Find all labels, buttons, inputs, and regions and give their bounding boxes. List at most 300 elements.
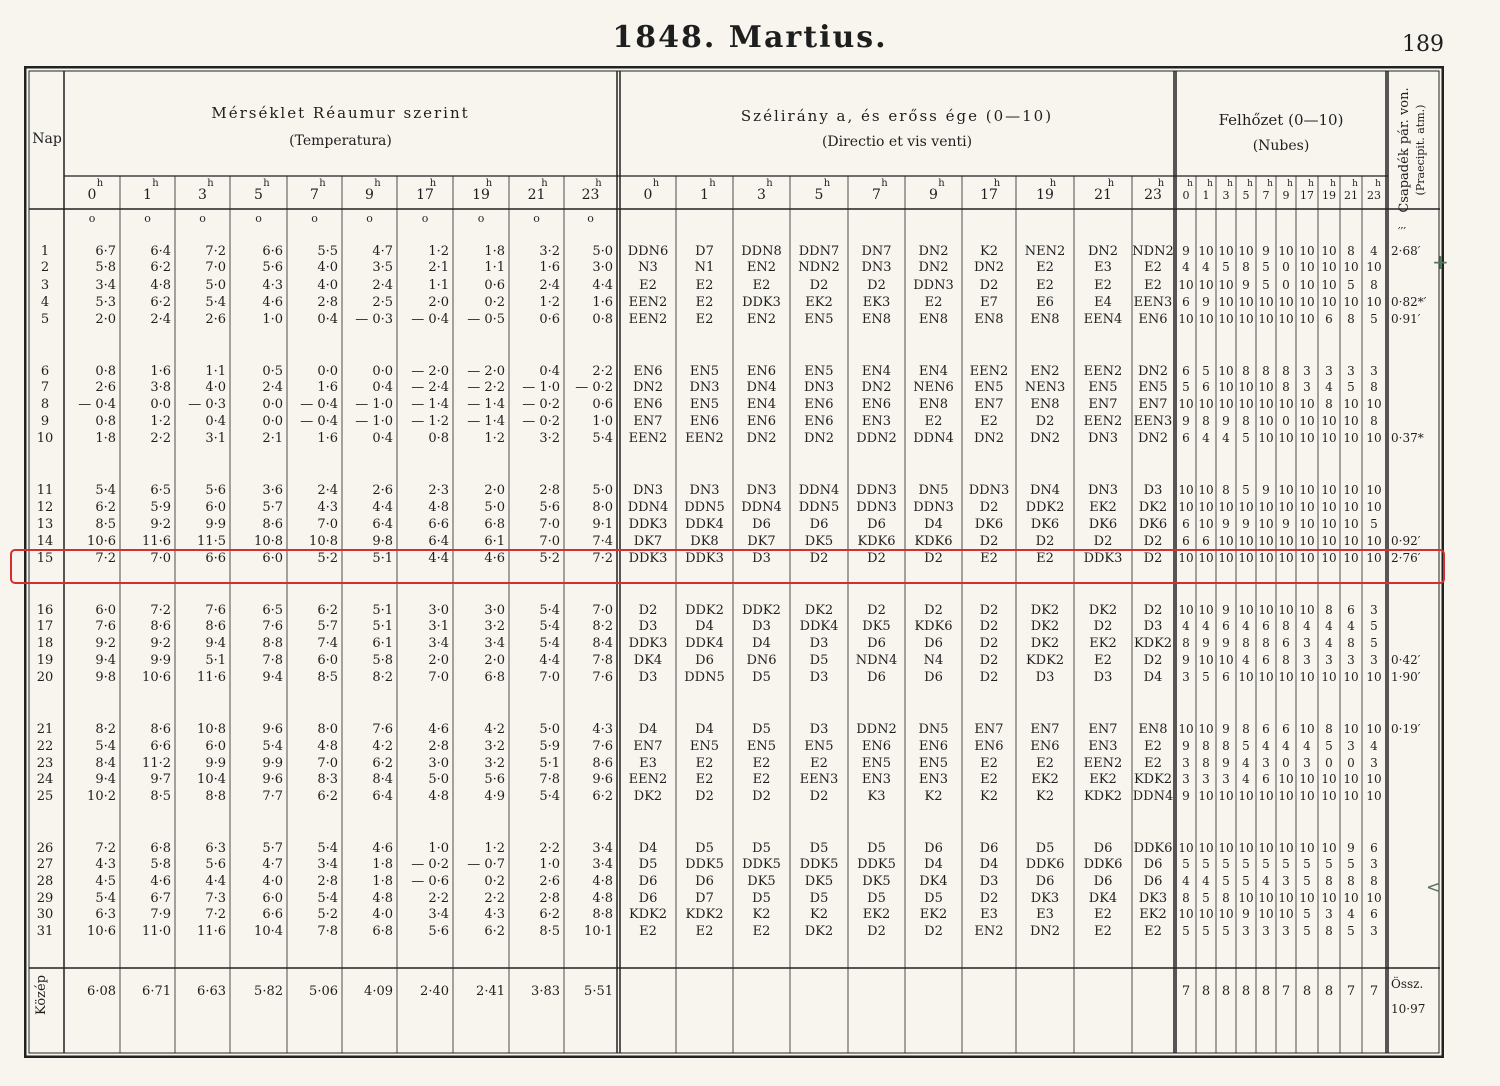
temp-cell: 3·6 xyxy=(262,483,283,498)
cloud-cell: 0 xyxy=(1325,756,1333,770)
wind-cell: E2 xyxy=(980,551,998,566)
precip-cell: 2·76′ xyxy=(1391,551,1421,565)
hour-label: 7 xyxy=(872,187,881,203)
temp-cell: — 0·2 xyxy=(575,380,613,395)
wind-cell: EN6 xyxy=(1138,312,1168,327)
temp-cell: 5·1 xyxy=(372,603,393,618)
temp-cell: 8·2 xyxy=(95,722,116,737)
cloud-cell: 8 xyxy=(1282,380,1290,394)
temp-cell: 5·4 xyxy=(95,483,116,498)
wind-cell: EN8 xyxy=(861,312,892,327)
degree-mark: o xyxy=(587,212,594,225)
temp-cell: 8·8 xyxy=(262,636,283,651)
temp-cell: 8·2 xyxy=(372,670,393,685)
temp-cell: 1·0 xyxy=(539,857,560,872)
cloud-cell: 4 xyxy=(1262,874,1270,888)
wind-cell: DN5 xyxy=(918,483,949,498)
day-number: 27 xyxy=(36,857,54,872)
temp-cell: 2·2 xyxy=(150,431,171,446)
temp-cell: 8·8 xyxy=(205,789,226,804)
temp-mean-cell: 6·08 xyxy=(87,984,116,999)
wind-cell: D5 xyxy=(924,891,943,906)
cloud-cell: 10 xyxy=(1198,722,1214,736)
temp-cell: 0·5 xyxy=(262,364,283,379)
temp-cell: 1·6 xyxy=(539,260,560,275)
cloud-cell: 10 xyxy=(1366,722,1382,736)
temp-cell: 7·0 xyxy=(592,603,613,618)
wind-cell: D5 xyxy=(752,891,771,906)
wind-cell: K3 xyxy=(867,789,886,804)
wind-cell: DDN4 xyxy=(798,483,840,498)
wind-cell: DDN8 xyxy=(741,244,782,259)
wind-cell: DDK3 xyxy=(1083,551,1123,566)
temp-cell: 6·1 xyxy=(372,636,393,651)
cloud-cell: 8 xyxy=(1370,380,1378,394)
temp-cell: 9·2 xyxy=(150,517,171,532)
wind-cell: D3 xyxy=(638,619,658,634)
cloud-cell: 4 xyxy=(1303,739,1311,753)
temp-cell: 4·6 xyxy=(428,722,449,737)
temp-cell: 5·1 xyxy=(372,551,393,566)
temp-cell: 7·6 xyxy=(262,619,283,634)
day-number: 9 xyxy=(40,414,50,429)
hour-unit: h xyxy=(1157,178,1165,189)
wind-cell: D4 xyxy=(638,841,658,856)
cloud-cell: 5 xyxy=(1202,857,1210,871)
cloud-cell: 3 xyxy=(1325,364,1333,378)
wind-cell: D2 xyxy=(1035,414,1055,429)
cloud-cell: 3 xyxy=(1370,756,1378,770)
wind-cell: EN6 xyxy=(918,739,949,754)
cloud-cell: 10 xyxy=(1258,414,1274,428)
wind-cell: DK2 xyxy=(804,924,834,939)
wind-cell: E7 xyxy=(980,295,998,310)
cloud-cell: 10 xyxy=(1343,260,1359,274)
temp-cell: 0·6 xyxy=(484,278,505,293)
hour-unit: h xyxy=(1227,179,1233,189)
wind-cell: DDK2 xyxy=(742,603,781,618)
temp-cell: — 0·4 xyxy=(300,397,338,412)
wind-cell: N1 xyxy=(694,260,715,275)
wind-cell: E2 xyxy=(639,278,657,293)
temp-mean-cell: 6·71 xyxy=(142,984,171,999)
wind-cell: E4 xyxy=(1094,295,1112,310)
temp-cell: 5·4 xyxy=(539,789,560,804)
hour-unit: h xyxy=(541,178,548,189)
hour-unit: h xyxy=(1247,179,1253,189)
cloud-cell: 10 xyxy=(1258,670,1274,684)
cloud-cell: 10 xyxy=(1343,551,1359,565)
hour-label: 23 xyxy=(1144,187,1162,203)
wind-cell: DDK6 xyxy=(1133,841,1173,856)
wind-cell: D5 xyxy=(1035,841,1055,856)
wind-cell: DK5 xyxy=(862,619,891,634)
wind-cell: D2 xyxy=(979,619,999,634)
hour-label: 3 xyxy=(198,187,207,203)
temp-cell: 6·6 xyxy=(205,551,226,566)
cloud-cell: 0 xyxy=(1282,756,1290,770)
wind-cell: E2 xyxy=(1094,278,1112,293)
cloud-mean-cell: 7 xyxy=(1369,984,1379,999)
wind-cell: NEN6 xyxy=(913,380,954,395)
temp-cell: 9·9 xyxy=(262,756,283,771)
wind-cell: EN3 xyxy=(918,772,949,787)
temp-cell: 5·2 xyxy=(317,907,338,922)
precip-mark: ′′′ xyxy=(1397,225,1407,239)
temp-cell: 1·6 xyxy=(592,295,613,310)
hour-unit: h xyxy=(1267,179,1273,189)
wind-cell: KDK2 xyxy=(1133,636,1173,651)
temp-header-latin: (Temperatura) xyxy=(289,133,392,149)
cloud-cell: 10 xyxy=(1278,483,1294,497)
cloud-cell: 10 xyxy=(1299,722,1315,736)
temp-cell: 3·1 xyxy=(205,431,226,446)
wind-cell: EN7 xyxy=(1030,722,1060,737)
wind-cell: DDN3 xyxy=(856,500,897,515)
wind-cell: DK5 xyxy=(862,874,891,889)
temp-cell: 8·6 xyxy=(205,619,226,634)
wind-cell: KDK6 xyxy=(914,619,953,634)
pencil-mark-2: < xyxy=(1426,877,1442,898)
temp-cell: 8·2 xyxy=(592,619,613,634)
temp-cell: 2·8 xyxy=(539,483,560,498)
cloud-header-latin: (Nubes) xyxy=(1252,138,1310,154)
temp-cell: 1·0 xyxy=(428,841,449,856)
temp-cell: 10·6 xyxy=(87,534,116,549)
temp-cell: 3·8 xyxy=(150,380,171,395)
cloud-cell: 10 xyxy=(1178,722,1194,736)
temp-cell: 5·4 xyxy=(262,739,283,754)
hour-unit: h xyxy=(374,178,381,189)
cloud-cell: 10 xyxy=(1321,414,1337,428)
temp-cell: 10·2 xyxy=(87,789,116,804)
wind-cell: D4 xyxy=(1143,670,1163,685)
temp-cell: 6·4 xyxy=(372,517,393,532)
temp-cell: 5·7 xyxy=(262,500,283,515)
wind-cell: E2 xyxy=(1144,756,1162,771)
cloud-cell: 5 xyxy=(1303,874,1311,888)
temp-cell: 7·2 xyxy=(205,907,226,922)
cloud-cell: 10 xyxy=(1218,789,1234,803)
temp-cell: 6·8 xyxy=(372,924,393,939)
temp-mean-cell: 5·82 xyxy=(254,984,283,999)
cloud-cell: 8 xyxy=(1282,653,1290,667)
temp-cell: 6·0 xyxy=(205,500,226,515)
cloud-cell: 3 xyxy=(1303,636,1311,650)
wind-cell: DN2 xyxy=(918,260,949,275)
temp-cell: 5·6 xyxy=(262,260,283,275)
temp-cell: 8·5 xyxy=(95,517,116,532)
wind-cell: EN5 xyxy=(804,364,834,379)
cloud-cell: 6 xyxy=(1370,907,1378,921)
wind-cell: DDN5 xyxy=(684,670,725,685)
cloud-cell: 4 xyxy=(1202,431,1210,445)
temp-cell: 1·6 xyxy=(317,380,338,395)
cloud-cell: 5 xyxy=(1325,857,1333,871)
temp-cell: 7·0 xyxy=(150,551,171,566)
cloud-cell: 10 xyxy=(1278,244,1294,258)
temp-cell: 11·6 xyxy=(197,924,226,939)
wind-cell: DK3 xyxy=(1030,891,1060,906)
cloud-cell: 5 xyxy=(1242,483,1250,497)
hour-label: 1 xyxy=(143,187,152,203)
wind-cell: DN2 xyxy=(918,244,949,259)
wind-cell: EEN2 xyxy=(1083,756,1123,771)
temp-cell: 6·2 xyxy=(150,295,171,310)
temp-cell: 11·6 xyxy=(197,670,226,685)
temp-cell: 2·2 xyxy=(539,841,560,856)
cloud-cell: 8 xyxy=(1347,636,1355,650)
temp-cell: 6·6 xyxy=(262,244,283,259)
temp-cell: 5·4 xyxy=(317,891,338,906)
cloud-mean-cell: 8 xyxy=(1302,984,1312,999)
wind-cell: EN7 xyxy=(1138,397,1168,412)
ledger-svg xyxy=(24,66,1444,1058)
cloud-cell: 10 xyxy=(1278,907,1294,921)
cloud-cell: 8 xyxy=(1202,756,1210,770)
temp-cell: 1·0 xyxy=(262,312,283,327)
wind-cell: DDN3 xyxy=(913,278,954,293)
cloud-mean-cell: 8 xyxy=(1261,984,1271,999)
cloud-cell: 10 xyxy=(1198,517,1214,531)
cloud-cell: 10 xyxy=(1321,841,1337,855)
cloud-cell: 4 xyxy=(1182,619,1190,633)
temp-cell: 8·5 xyxy=(150,789,171,804)
temp-cell: 10·8 xyxy=(254,534,283,549)
wind-cell: DN2 xyxy=(973,260,1005,275)
temp-cell: 9·1 xyxy=(592,517,613,532)
temp-cell: 1·0 xyxy=(592,414,613,429)
wind-cell: E2 xyxy=(1036,551,1054,566)
wind-cell: E2 xyxy=(1144,739,1162,754)
cloud-cell: 4 xyxy=(1182,874,1190,888)
cloud-mean-cell: 7 xyxy=(1346,984,1356,999)
temp-cell: 4·2 xyxy=(484,722,505,737)
cloud-cell: 4 xyxy=(1202,619,1210,633)
cloud-cell: 10 xyxy=(1258,295,1274,309)
day-number: 24 xyxy=(36,772,54,787)
temp-cell: 8·5 xyxy=(539,924,560,939)
temp-cell: 10·8 xyxy=(197,722,226,737)
temp-cell: 9·2 xyxy=(150,636,171,651)
cloud-cell: 9 xyxy=(1242,278,1250,292)
temp-cell: 0·0 xyxy=(317,364,338,379)
cloud-cell: 9 xyxy=(1282,517,1290,531)
cloud-cell: 3 xyxy=(1262,756,1270,770)
cloud-cell: 10 xyxy=(1198,789,1214,803)
wind-cell: EN6 xyxy=(861,739,892,754)
cloud-cell: 6 xyxy=(1182,364,1190,378)
wind-cell: DK2 xyxy=(633,789,663,804)
cloud-cell: 3 xyxy=(1347,364,1355,378)
cloud-cell: 10 xyxy=(1278,891,1294,905)
cloud-cell: 10 xyxy=(1343,670,1359,684)
temp-cell: 2·1 xyxy=(428,260,449,275)
cloud-cell: 5 xyxy=(1282,857,1290,871)
cloud-cell: 6 xyxy=(1282,636,1290,650)
cloud-cell: 5 xyxy=(1222,260,1230,274)
cloud-cell: 8 xyxy=(1325,397,1333,411)
wind-cell: E2 xyxy=(752,772,771,787)
temp-cell: 7·0 xyxy=(317,756,338,771)
temp-cell: 0·8 xyxy=(428,431,449,446)
page-number: 189 xyxy=(1402,32,1444,57)
cloud-cell: 10 xyxy=(1278,841,1294,855)
temp-cell: 7·6 xyxy=(372,722,393,737)
temp-cell: 4·4 xyxy=(205,874,226,889)
wind-cell: DN2 xyxy=(1029,431,1061,446)
cloud-cell: 4 xyxy=(1222,431,1230,445)
cloud-cell: 10 xyxy=(1238,603,1254,617)
cloud-cell: 10 xyxy=(1278,551,1294,565)
cloud-cell: 10 xyxy=(1198,244,1214,258)
cloud-cell: 3 xyxy=(1370,603,1378,617)
cloud-cell: 4 xyxy=(1347,907,1355,921)
wind-cell: D6 xyxy=(638,874,658,889)
wind-cell: DN5 xyxy=(918,722,949,737)
wind-cell: DDK5 xyxy=(857,857,896,872)
cloud-cell: 6 xyxy=(1370,841,1378,855)
temp-cell: 6·2 xyxy=(484,924,505,939)
temp-cell: 1·8 xyxy=(372,857,393,872)
temp-cell: — 0·4 xyxy=(300,414,338,429)
temp-cell: 2·0 xyxy=(428,295,449,310)
cloud-cell: 10 xyxy=(1198,603,1214,617)
cloud-cell: 10 xyxy=(1178,312,1194,326)
cloud-cell: 3 xyxy=(1347,653,1355,667)
hour-unit: h xyxy=(319,178,326,189)
temp-cell: 5·1 xyxy=(372,619,393,634)
hour-unit: h xyxy=(1308,179,1314,189)
temp-cell: — 0·3 xyxy=(355,312,393,327)
temp-cell: 1·2 xyxy=(428,244,449,259)
hour-unit: h xyxy=(1207,179,1213,189)
wind-cell: D2 xyxy=(924,551,943,566)
temp-cell: 4·4 xyxy=(372,500,393,515)
temp-cell: 9·2 xyxy=(95,636,116,651)
wind-cell: DDN3 xyxy=(856,483,897,498)
hour-unit: h xyxy=(263,178,270,189)
day-number: 17 xyxy=(36,619,54,634)
cloud-cell: 6 xyxy=(1182,517,1190,531)
degree-mark: o xyxy=(421,212,429,225)
cloud-cell: 10 xyxy=(1178,500,1194,514)
wind-cell: EN5 xyxy=(689,364,720,379)
wind-cell: D4 xyxy=(979,857,999,872)
wind-cell: D6 xyxy=(1035,874,1055,889)
cloud-cell: 10 xyxy=(1343,431,1359,445)
degree-mark: o xyxy=(199,212,206,225)
temp-cell: 7·2 xyxy=(205,244,226,259)
temp-cell: — 0·2 xyxy=(522,397,560,412)
wind-cell: EN6 xyxy=(746,364,777,379)
temp-mean-cell: 2·40 xyxy=(420,984,449,999)
cloud-cell: 10 xyxy=(1299,841,1315,855)
wind-cell: DDK3 xyxy=(685,551,724,566)
cloud-cell: 10 xyxy=(1238,312,1254,326)
hour-unit: h xyxy=(766,178,773,189)
cloud-cell: 10 xyxy=(1321,431,1337,445)
temp-cell: 0·6 xyxy=(539,312,560,327)
wind-cell: D5 xyxy=(867,891,886,906)
temp-cell: 11·6 xyxy=(142,534,171,549)
wind-cell: E2 xyxy=(695,756,714,771)
wind-cell: D2 xyxy=(979,891,999,906)
cloud-cell: 8 xyxy=(1242,364,1250,378)
temp-cell: 9·6 xyxy=(592,772,613,787)
cloud-cell: 10 xyxy=(1321,278,1337,292)
cloud-cell: 5 xyxy=(1182,857,1190,871)
temp-cell: 4·4 xyxy=(592,278,613,293)
wind-cell: D4 xyxy=(638,722,658,737)
cloud-cell: 5 xyxy=(1202,924,1210,938)
cloud-cell: 5 xyxy=(1202,891,1210,905)
cloud-cell: 10 xyxy=(1258,312,1274,326)
temp-cell: — 1·0 xyxy=(522,380,560,395)
temp-cell: 2·2 xyxy=(592,364,613,379)
cloud-cell: 4 xyxy=(1242,619,1250,633)
wind-cell: E2 xyxy=(752,278,771,293)
temp-cell: 4·3 xyxy=(317,500,338,515)
cloud-cell: 6 xyxy=(1262,653,1270,667)
degree-mark: o xyxy=(477,212,485,225)
temp-cell: 4·7 xyxy=(372,244,393,259)
wind-cell: DK4 xyxy=(633,653,663,668)
wind-cell: EK2 xyxy=(1139,907,1167,922)
temp-cell: — 2·2 xyxy=(467,380,505,395)
cloud-cell: 10 xyxy=(1218,551,1234,565)
temp-cell: 0·0 xyxy=(262,414,283,429)
temp-cell: 1·2 xyxy=(484,841,505,856)
temp-cell: 1·8 xyxy=(95,431,116,446)
wind-cell: D2 xyxy=(1143,653,1163,668)
temp-cell: — 1·4 xyxy=(467,397,505,412)
temp-cell: 2·3 xyxy=(428,483,449,498)
wind-cell: D6 xyxy=(695,653,714,668)
temp-cell: 4·8 xyxy=(372,891,393,906)
temp-cell: 3·4 xyxy=(428,907,449,922)
day-number: 1 xyxy=(40,244,50,259)
cloud-cell: 10 xyxy=(1299,244,1315,258)
cloud-cell: 10 xyxy=(1178,278,1194,292)
temp-cell: 0·4 xyxy=(372,380,393,395)
temp-cell: 6·1 xyxy=(484,534,505,549)
hour-label: 3 xyxy=(1222,189,1230,202)
wind-cell: D5 xyxy=(752,722,771,737)
temp-mean-cell: 2·41 xyxy=(476,984,505,999)
wind-cell: D3 xyxy=(1143,619,1163,634)
wind-cell: K2 xyxy=(1036,789,1054,804)
hour-label: 9 xyxy=(1282,189,1290,202)
wind-cell: EN7 xyxy=(633,739,663,754)
hour-label: 17 xyxy=(980,187,998,203)
cloud-cell: 10 xyxy=(1343,891,1359,905)
temp-cell: 4·6 xyxy=(484,551,505,566)
temp-mean-cell: 5·51 xyxy=(584,984,613,999)
wind-cell: D5 xyxy=(809,653,829,668)
temp-cell: 7·8 xyxy=(592,653,613,668)
cloud-cell: 4 xyxy=(1325,636,1333,650)
wind-cell: EN3 xyxy=(861,414,892,429)
cloud-cell: 10 xyxy=(1299,517,1315,531)
temp-cell: 6·0 xyxy=(205,739,226,754)
day-number: 8 xyxy=(40,397,50,412)
cloud-cell: 6 xyxy=(1222,670,1230,684)
temp-cell: 6·2 xyxy=(592,789,613,804)
cloud-cell: 10 xyxy=(1366,789,1382,803)
hour-label: 23 xyxy=(1367,189,1381,202)
wind-cell: EEN2 xyxy=(628,431,668,446)
